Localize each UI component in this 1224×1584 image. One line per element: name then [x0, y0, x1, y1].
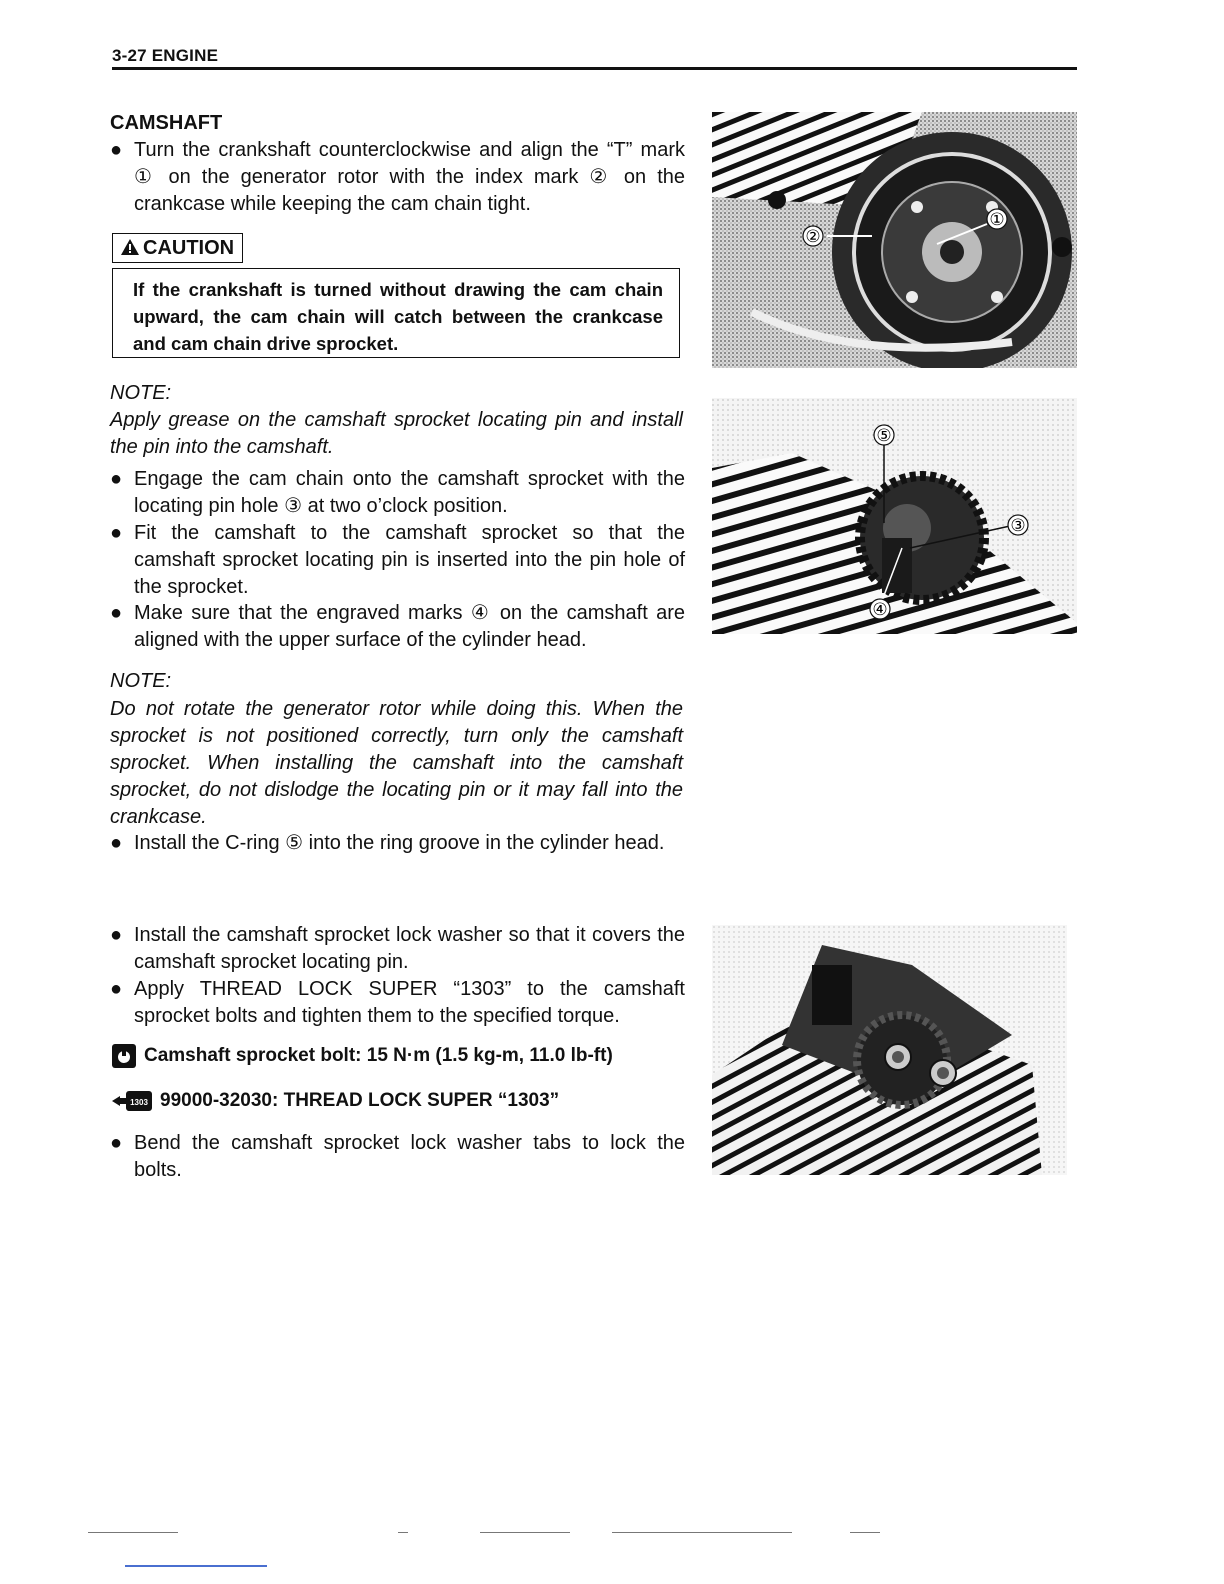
bullet-icon: ● [110, 978, 123, 1000]
caution-box [112, 268, 680, 358]
callout-5: ⑤ [876, 426, 892, 446]
bullet-text: Install the C-ring ⑤ into the ring groove in the cylinder head. [134, 832, 665, 854]
bullet-text: Bend the camshaft sprocket lock washer tabs to lock the bolts. [134, 1132, 685, 1181]
bullet-item [110, 1130, 685, 1184]
caution-label-text: CAUTION [143, 237, 235, 259]
bullet-item [110, 137, 685, 218]
bullet-item [110, 466, 685, 520]
callout-3: ③ [1010, 516, 1026, 536]
torque-wrench-icon [112, 1044, 136, 1068]
cylinder-head-photo [712, 925, 1067, 1175]
note-label: NOTE: [110, 382, 172, 404]
generator-rotor-photo [712, 112, 1077, 368]
bullet-icon: ● [110, 1132, 123, 1154]
scan-mark [850, 1532, 880, 1533]
bullet-text: Install the camshaft sprocket lock washer so that it covers the camshaft sprocket locating pin. [134, 924, 685, 973]
bullet-icon: ● [110, 139, 123, 161]
section-title: CAMSHAFT [110, 112, 223, 134]
bullet-item [110, 600, 685, 654]
bullet-item [110, 976, 685, 1030]
bullet-icon: ● [110, 602, 123, 624]
callout-4: ④ [872, 600, 888, 620]
bullet-text: Turn the crankshaft counterclockwise and align the “T” mark ① on the generator rotor with the index mark ② on the crankcase while keeping the cam chain tight. [134, 139, 685, 215]
torque-spec-text: Camshaft sprocket bolt: 15 N·m (1.5 kg-m, 11.0 lb-ft) [144, 1045, 613, 1066]
warning-triangle-icon [121, 239, 139, 255]
camshaft-sprocket-photo [712, 398, 1077, 634]
bullet-text: Apply THREAD LOCK SUPER “1303” to the camshaft sprocket bolts and tighten them to the specified torque. [134, 978, 685, 1027]
header-text: 3-27 ENGINE [112, 46, 219, 65]
threadlock-spec-text: 99000-32030: THREAD LOCK SUPER “1303” [160, 1090, 560, 1111]
bullet-text: Make sure that the engraved marks ④ on the camshaft are aligned with the upper surface of the cylinder head. [134, 602, 685, 651]
bullet-icon: ● [110, 924, 123, 946]
caution-label [112, 233, 243, 263]
bullet-item [110, 922, 685, 976]
thread-lock-tube-icon [112, 1089, 152, 1113]
scan-mark [88, 1532, 178, 1533]
scan-mark-blue [125, 1565, 267, 1567]
scan-mark [480, 1532, 570, 1533]
page-header [112, 46, 1077, 70]
bullet-item [110, 520, 685, 601]
bullet-icon: ● [110, 522, 123, 544]
note-text: Apply grease on the camshaft sprocket locating pin and install the pin into the camshaft. [110, 409, 683, 458]
note-label: NOTE: [110, 670, 172, 692]
caution-text: If the crankshaft is turned without drawing the cam chain upward, the cam chain will catch between the crankcase and cam chain drive sprocket. [133, 279, 663, 354]
threadlock-icon-label: 1303 [130, 1098, 148, 1107]
threadlock-spec [112, 1089, 559, 1113]
scan-mark [398, 1532, 408, 1533]
bullet-text: Engage the cam chain onto the camshaft sprocket with the locating pin hole ③ at two o’clock position. [134, 468, 685, 517]
callout-2: ② [805, 227, 821, 247]
bullet-text: Fit the camshaft to the camshaft sprocket so that the camshaft sprocket locating pin is inserted into the pin hole of the sprocket. [134, 522, 685, 598]
bullet-item [110, 830, 685, 857]
callout-1: ① [989, 210, 1005, 230]
bullet-icon: ● [110, 832, 123, 854]
torque-spec [112, 1044, 613, 1068]
header-rule [112, 67, 1077, 70]
bullet-icon: ● [110, 468, 123, 490]
note-text: Do not rotate the generator rotor while doing this. When the sprocket is not positioned correctly, turn only the camshaft sprocket. When installing the camshaft into the camshaft sprocket, do not dislodge the locating pin or it may fall into the crankcase. [110, 698, 683, 828]
scan-mark [612, 1532, 792, 1533]
